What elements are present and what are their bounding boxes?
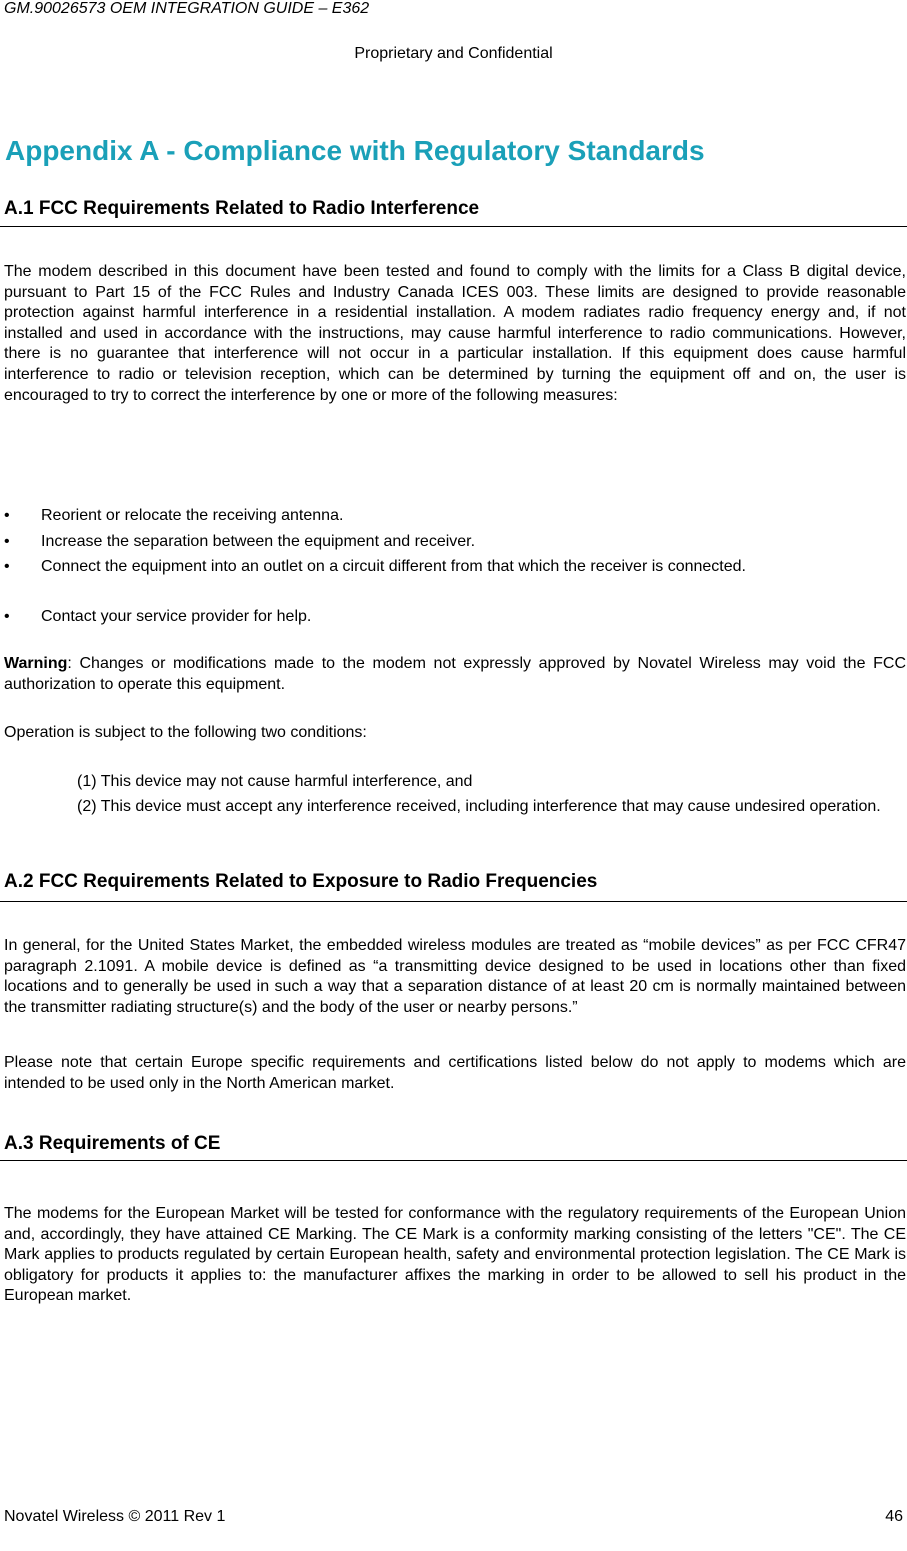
confidential-notice: Proprietary and Confidential [354, 45, 553, 62]
warning-text: : Changes or modifications made to the modem not expressly approved by Novatel Wireless may void the FCC authorization to operate this equipment. [4, 655, 906, 693]
page-number: 46 [885, 1508, 903, 1525]
a2-paragraph-note: Please note that certain Europe specific requirements and certifications listed below do not apply to modems which are intended to be used only in the North American market. [4, 1054, 906, 1092]
section-heading-a3: A.3 Requirements of CE [4, 1133, 221, 1154]
bullet-icon: • [4, 533, 10, 550]
operation-intro: Operation is subject to the following two conditions: [4, 724, 367, 741]
bullet-text: Reorient or relocate the receiving antenna. [41, 507, 344, 524]
section-divider [0, 901, 907, 902]
bullet-text: Connect the equipment into an outlet on a circuit different from that which the receiver is connected. [41, 558, 746, 575]
bullet-icon: • [4, 608, 10, 625]
a3-paragraph: The modems for the European Market will be tested for conformance with the regulatory requirements of the European Union and, accordingly, they have attained CE Marking. The CE Mark is a conformity marking consisting of the letters "CE". The CE Mark applies to products regulated by certain European health, safety and environmental protection legislation. The CE Mark is obligatory for products it applies to: the manufacturer affixes the marking in order to be allowed to sell his product in the European market. [4, 1205, 906, 1305]
section-divider [0, 226, 907, 227]
document-id-header: GM.90026573 OEM INTEGRATION GUIDE – E362 [4, 0, 370, 17]
a1-paragraph: The modem described in this document have been tested and found to comply with the limits for a Class B digital device, pursuant to Part 15 of the FCC Rules and Industry Canada ICES 003. These limits are designed to provide reasonable protection against harmful interference in a residential installation. A modem radiates radio frequency energy and, if not installed and used in accordance with the instructions, may cause harmful interference to radio communications. However, there is no guarantee that interference will not occur in a particular installation. If this equipment does cause harmful interference to radio or television reception, which can be determined by turning the equipment off and on, the user is encouraged to try to correct the interference by one or more of the following measures: [4, 263, 906, 404]
warning-label: Warning [4, 655, 68, 672]
section-heading-a1: A.1 FCC Requirements Related to Radio Interference [4, 198, 480, 219]
section-heading-a2: A.2 FCC Requirements Related to Exposure to Radio Frequencies [4, 871, 598, 892]
bullet-icon: • [4, 507, 10, 524]
condition-item: (1) This device may not cause harmful interference, and [77, 773, 473, 790]
bullet-icon: • [4, 558, 10, 575]
appendix-title: Appendix A - Compliance with Regulatory Standards [5, 135, 705, 166]
a2-paragraph: In general, for the United States Market, the embedded wireless modules are treated as “mobile devices” as per FCC CFR47 paragraph 2.1091. A mobile device is defined as “a transmitting device designed to be used in locations other than fixed locations and to generally be used in such a way that a separation distance of at least 20 cm is normally maintained between the transmitter radiating structure(s) and the body of the user or nearby persons.” [4, 937, 906, 1016]
bullet-text: Contact your service provider for help. [41, 608, 312, 625]
footer-copyright: Novatel Wireless © 2011 Rev 1 [4, 1508, 226, 1525]
bullet-text: Increase the separation between the equipment and receiver. [41, 533, 476, 550]
condition-item: (2) This device must accept any interference received, including interference that may cause undesired operation. [77, 798, 881, 815]
section-divider [0, 1160, 907, 1161]
warning-paragraph [4, 654, 906, 695]
